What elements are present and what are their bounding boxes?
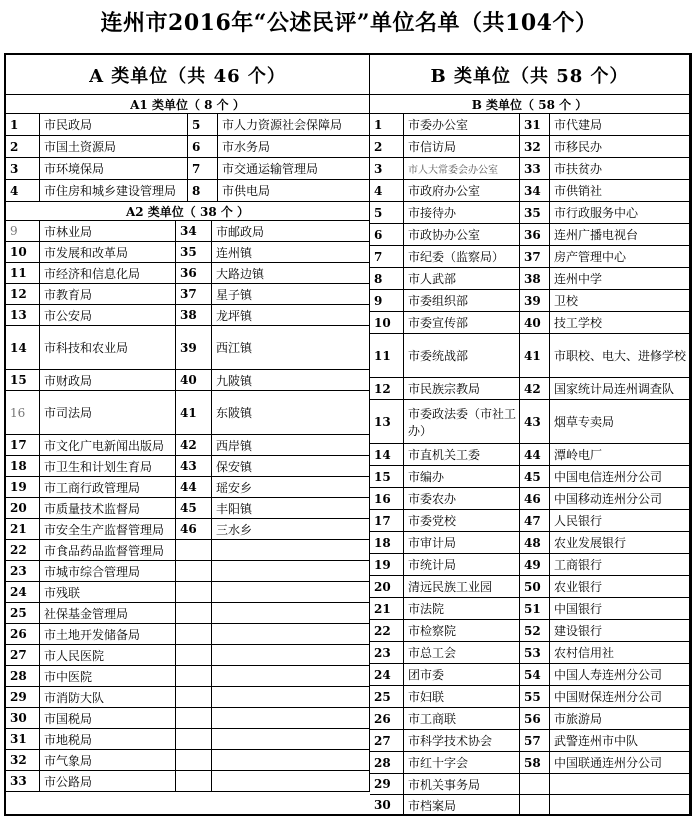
b-unit-name: 市委组织部 <box>404 290 520 312</box>
a2-row-number: 32 <box>6 750 40 771</box>
a2-unit-name <box>212 603 370 624</box>
b-unit-name: 连州广播电视台 <box>550 224 690 246</box>
a2-row-number <box>176 624 212 645</box>
a2-unit-name <box>212 771 370 792</box>
a2-unit-name: 东陂镇 <box>212 391 370 435</box>
b-unit-name: 人民银行 <box>550 510 690 532</box>
a2-unit-name: 瑶安乡 <box>212 477 370 498</box>
a2-unit-name: 市土地开发储备局 <box>40 624 176 645</box>
a2-unit-name: 市国税局 <box>40 708 176 729</box>
a2-row-number <box>176 666 212 687</box>
a2-row-number: 22 <box>6 540 40 561</box>
b-row-number: 10 <box>370 312 404 334</box>
b-unit-name: 市旅游局 <box>550 708 690 730</box>
b-row-number: 6 <box>370 224 404 246</box>
a2-row-number: 31 <box>6 729 40 750</box>
b-unit-name: 中国人寿连州分公司 <box>550 664 690 686</box>
a2-unit-name: 九陂镇 <box>212 370 370 391</box>
a2-unit-name: 市工商行政管理局 <box>40 477 176 498</box>
a1-unit-name: 市住房和城乡建设管理局 <box>40 180 188 202</box>
a2-row-number <box>176 729 212 750</box>
b-row-number: 41 <box>520 334 550 378</box>
a2-unit-name <box>212 729 370 750</box>
b-unit-name: 市机关事务局 <box>404 774 520 795</box>
b-row-number: 34 <box>520 180 550 202</box>
b-unit-name: 中国联通连州分公司 <box>550 752 690 774</box>
b-unit-name: 市职校、电大、进修学校 <box>550 334 690 378</box>
a2-row-number: 39 <box>176 326 212 370</box>
b-row-number: 2 <box>370 136 404 158</box>
b-row-number: 25 <box>370 686 404 708</box>
b-unit-name: 农村信用社 <box>550 642 690 664</box>
a1-row-number: 5 <box>188 114 218 136</box>
a2-unit-name: 三水乡 <box>212 519 370 540</box>
b-unit-name: 市民族宗教局 <box>404 378 520 400</box>
a2-unit-name: 西岸镇 <box>212 435 370 456</box>
a2-row-number: 13 <box>6 305 40 326</box>
b-unit-name: 中国移动连州分公司 <box>550 488 690 510</box>
b-row-number: 5 <box>370 202 404 224</box>
b-unit-name: 市代建局 <box>550 114 690 136</box>
b-row-number: 29 <box>370 774 404 795</box>
a1-row-number: 8 <box>188 180 218 202</box>
b-unit-name: 市委宣传部 <box>404 312 520 334</box>
b-unit-name: 市政协办公室 <box>404 224 520 246</box>
b-row-number: 51 <box>520 598 550 620</box>
b-unit-name: 市检察院 <box>404 620 520 642</box>
a2-row-number: 18 <box>6 456 40 477</box>
b-unit-name: 市审计局 <box>404 532 520 554</box>
a2-unit-name: 市消防大队 <box>40 687 176 708</box>
b-unit-name: 中国财保连州分公司 <box>550 686 690 708</box>
b-row-number: 57 <box>520 730 550 752</box>
b-row-number: 49 <box>520 554 550 576</box>
a2-row-number: 28 <box>6 666 40 687</box>
a2-row-number <box>176 645 212 666</box>
b-row-number: 14 <box>370 444 404 466</box>
b-row-number: 58 <box>520 752 550 774</box>
a2-row-number: 40 <box>176 370 212 391</box>
a2-row-number: 23 <box>6 561 40 582</box>
a2-row-number: 27 <box>6 645 40 666</box>
b-unit-name: 市委党校 <box>404 510 520 532</box>
a2-row-number: 33 <box>6 771 40 792</box>
a2-row-number: 14 <box>6 326 40 370</box>
a2-row-number <box>176 771 212 792</box>
a2-row-number: 26 <box>6 624 40 645</box>
a2-row-number <box>176 561 212 582</box>
a2-unit-name: 市城市综合管理局 <box>40 561 176 582</box>
a2-unit-name: 市中医院 <box>40 666 176 687</box>
b-row-number: 7 <box>370 246 404 268</box>
a1-unit-name: 市人力资源社会保障局 <box>218 114 370 136</box>
b-row-number: 26 <box>370 708 404 730</box>
b-unit-name: 市工商联 <box>404 708 520 730</box>
a1-unit-name: 市国土资源局 <box>40 136 188 158</box>
a2-row-number: 16 <box>6 391 40 435</box>
b-row-number: 38 <box>520 268 550 290</box>
a2-unit-name: 市食品药品监督管理局 <box>40 540 176 561</box>
b-row-number: 1 <box>370 114 404 136</box>
b-row-number: 53 <box>520 642 550 664</box>
b-row-number: 18 <box>370 532 404 554</box>
b-row-number <box>520 774 550 795</box>
b-row-number: 16 <box>370 488 404 510</box>
b-row-number: 21 <box>370 598 404 620</box>
b-row-number: 3 <box>370 158 404 180</box>
a2-row-number <box>176 603 212 624</box>
b-unit-name: 市委统战部 <box>404 334 520 378</box>
b-unit-name: 市供销社 <box>550 180 690 202</box>
a2-row-number: 45 <box>176 498 212 519</box>
b-row-number: 28 <box>370 752 404 774</box>
a2-row-number: 46 <box>176 519 212 540</box>
b-row-number: 45 <box>520 466 550 488</box>
a2-unit-name: 保安镇 <box>212 456 370 477</box>
a2-unit-name <box>212 561 370 582</box>
a1-row-number: 1 <box>6 114 40 136</box>
a2-row-number: 25 <box>6 603 40 624</box>
a2-unit-name: 大路边镇 <box>212 263 370 284</box>
a1-row-number: 4 <box>6 180 40 202</box>
a2-unit-name: 市公安局 <box>40 305 176 326</box>
b-row-number: 17 <box>370 510 404 532</box>
b-unit-name: 房产管理中心 <box>550 246 690 268</box>
a2-unit-name <box>212 750 370 771</box>
b-row-number: 11 <box>370 334 404 378</box>
b-row-number: 54 <box>520 664 550 686</box>
a2-row-number: 41 <box>176 391 212 435</box>
b-unit-name: 团市委 <box>404 664 520 686</box>
unit-list-table <box>4 53 692 816</box>
a1-subheader: A1 类单位（ 8 个 ） <box>6 95 370 114</box>
a2-unit-name: 市安全生产监督管理局 <box>40 519 176 540</box>
b-unit-name: 连州中学 <box>550 268 690 290</box>
a1-row-number: 6 <box>188 136 218 158</box>
b-category-header: B 类单位（共 58 个） <box>370 55 690 95</box>
a2-unit-name <box>212 708 370 729</box>
a2-row-number: 35 <box>176 242 212 263</box>
b-unit-name: 市政府办公室 <box>404 180 520 202</box>
a2-row-number: 21 <box>6 519 40 540</box>
a1-row-number: 3 <box>6 158 40 180</box>
b-unit-name: 市编办 <box>404 466 520 488</box>
b-unit-name <box>550 795 690 816</box>
b-row-number: 39 <box>520 290 550 312</box>
a1-row-number: 7 <box>188 158 218 180</box>
a2-row-number: 12 <box>6 284 40 305</box>
b-unit-name: 潭岭电厂 <box>550 444 690 466</box>
a-category-header: A 类单位（共 46 个） <box>6 55 370 95</box>
b-row-number <box>520 795 550 816</box>
b-row-number: 12 <box>370 378 404 400</box>
a2-row-number <box>176 750 212 771</box>
b-row-number: 4 <box>370 180 404 202</box>
b-unit-name: 市总工会 <box>404 642 520 664</box>
a2-row-number: 37 <box>176 284 212 305</box>
a2-unit-name <box>212 540 370 561</box>
a2-unit-name: 连州镇 <box>212 242 370 263</box>
a2-row-number: 11 <box>6 263 40 284</box>
b-row-number: 46 <box>520 488 550 510</box>
a2-unit-name: 市残联 <box>40 582 176 603</box>
a2-row-number <box>176 582 212 603</box>
a2-unit-name: 丰阳镇 <box>212 498 370 519</box>
a2-row-number: 36 <box>176 263 212 284</box>
b-unit-name: 清远民族工业园 <box>404 576 520 598</box>
b-unit-name: 农业发展银行 <box>550 532 690 554</box>
a2-unit-name: 市卫生和计划生育局 <box>40 456 176 477</box>
b-unit-name: 市行政服务中心 <box>550 202 690 224</box>
a2-unit-name: 市人民医院 <box>40 645 176 666</box>
page-title: 连州市2016年“公述民评”单位名单（共104个） <box>100 10 598 36</box>
b-unit-name: 市统计局 <box>404 554 520 576</box>
a2-unit-name: 西江镇 <box>212 326 370 370</box>
a2-unit-name <box>212 582 370 603</box>
b-unit-name: 市科学技术协会 <box>404 730 520 752</box>
a2-row-number: 17 <box>6 435 40 456</box>
b-unit-name: 建设银行 <box>550 620 690 642</box>
a2-row-number: 9 <box>6 221 40 242</box>
b-row-number: 23 <box>370 642 404 664</box>
b-unit-name: 中国银行 <box>550 598 690 620</box>
b-row-number: 36 <box>520 224 550 246</box>
a2-unit-name: 市经济和信息化局 <box>40 263 176 284</box>
b-row-number: 55 <box>520 686 550 708</box>
a2-row-number: 19 <box>6 477 40 498</box>
b-row-number: 44 <box>520 444 550 466</box>
a2-unit-name: 市司法局 <box>40 391 176 435</box>
b-unit-name <box>550 774 690 795</box>
b-row-number: 15 <box>370 466 404 488</box>
b-unit-name: 中国电信连州分公司 <box>550 466 690 488</box>
b-unit-name: 市信访局 <box>404 136 520 158</box>
a1-unit-name: 市交通运输管理局 <box>218 158 370 180</box>
b-row-number: 43 <box>520 400 550 444</box>
a2-row-number: 20 <box>6 498 40 519</box>
a2-row-number: 42 <box>176 435 212 456</box>
b-unit-name: 技工学校 <box>550 312 690 334</box>
b-unit-name: 市移民办 <box>550 136 690 158</box>
b-row-number: 56 <box>520 708 550 730</box>
b-row-number: 8 <box>370 268 404 290</box>
b-unit-name: 卫校 <box>550 290 690 312</box>
b-row-number: 37 <box>520 246 550 268</box>
a2-unit-name <box>212 645 370 666</box>
b-unit-name: 市人大常委会办公室 <box>404 158 520 180</box>
a2-row-number <box>176 708 212 729</box>
b-unit-name: 市法院 <box>404 598 520 620</box>
a1-unit-name: 市民政局 <box>40 114 188 136</box>
a2-row-number <box>176 687 212 708</box>
a2-row-number: 30 <box>6 708 40 729</box>
a2-unit-name: 市地税局 <box>40 729 176 750</box>
a1-unit-name: 市环境保局 <box>40 158 188 180</box>
b-row-number: 22 <box>370 620 404 642</box>
b-row-number: 40 <box>520 312 550 334</box>
a2-row-number: 24 <box>6 582 40 603</box>
a2-unit-name: 市科技和农业局 <box>40 326 176 370</box>
a2-row-number: 29 <box>6 687 40 708</box>
a2-unit-name <box>212 624 370 645</box>
b-unit-name: 市人武部 <box>404 268 520 290</box>
b-row-number: 27 <box>370 730 404 752</box>
a2-row-number <box>176 540 212 561</box>
b-unit-name: 市妇联 <box>404 686 520 708</box>
b-row-number: 52 <box>520 620 550 642</box>
b-row-number: 30 <box>370 795 404 816</box>
a2-unit-name: 市林业局 <box>40 221 176 242</box>
b-row-number: 13 <box>370 400 404 444</box>
b-row-number: 20 <box>370 576 404 598</box>
a2-unit-name: 市质量技术监督局 <box>40 498 176 519</box>
b-unit-name: 市红十字会 <box>404 752 520 774</box>
b-row-number: 24 <box>370 664 404 686</box>
a2-unit-name: 市气象局 <box>40 750 176 771</box>
b-unit-name: 市委政法委（市社工办） <box>404 400 520 444</box>
a2-unit-name: 市发展和改革局 <box>40 242 176 263</box>
a2-row-number: 10 <box>6 242 40 263</box>
b-row-number: 42 <box>520 378 550 400</box>
a2-unit-name <box>212 687 370 708</box>
b-unit-name: 市委办公室 <box>404 114 520 136</box>
a2-row-number: 43 <box>176 456 212 477</box>
a2-unit-name: 市财政局 <box>40 370 176 391</box>
a2-unit-name: 社保基金管理局 <box>40 603 176 624</box>
b-row-number: 19 <box>370 554 404 576</box>
a1-row-number: 2 <box>6 136 40 158</box>
a2-row-number: 34 <box>176 221 212 242</box>
b-row-number: 9 <box>370 290 404 312</box>
a2-unit-name: 市公路局 <box>40 771 176 792</box>
a2-row-number: 38 <box>176 305 212 326</box>
b-row-number: 50 <box>520 576 550 598</box>
b-row-number: 31 <box>520 114 550 136</box>
b-unit-name: 市接待办 <box>404 202 520 224</box>
b-unit-name: 市纪委（监察局） <box>404 246 520 268</box>
b-row-number: 47 <box>520 510 550 532</box>
a2-subheader: A2 类单位（ 38 个 ） <box>6 202 370 221</box>
a1-unit-name: 市供电局 <box>218 180 370 202</box>
a2-unit-name: 市教育局 <box>40 284 176 305</box>
a2-unit-name: 市文化广电新闻出版局 <box>40 435 176 456</box>
a2-unit-name: 龙坪镇 <box>212 305 370 326</box>
a2-unit-name <box>212 666 370 687</box>
b-unit-name: 工商银行 <box>550 554 690 576</box>
b-unit-name: 市档案局 <box>404 795 520 816</box>
b-row-number: 35 <box>520 202 550 224</box>
b-row-number: 33 <box>520 158 550 180</box>
b-row-number: 48 <box>520 532 550 554</box>
a2-row-number: 15 <box>6 370 40 391</box>
a2-row-number: 44 <box>176 477 212 498</box>
a1-unit-name: 市水务局 <box>218 136 370 158</box>
b-unit-name: 市扶贫办 <box>550 158 690 180</box>
b-subheader: B 类单位（ 58 个 ） <box>370 95 690 114</box>
b-row-number: 32 <box>520 136 550 158</box>
b-unit-name: 国家统计局连州调查队 <box>550 378 690 400</box>
b-unit-name: 武警连州市中队 <box>550 730 690 752</box>
b-unit-name: 市直机关工委 <box>404 444 520 466</box>
b-unit-name: 农业银行 <box>550 576 690 598</box>
a2-unit-name: 星子镇 <box>212 284 370 305</box>
b-unit-name: 市委农办 <box>404 488 520 510</box>
a2-unit-name: 市邮政局 <box>212 221 370 242</box>
b-unit-name: 烟草专卖局 <box>550 400 690 444</box>
